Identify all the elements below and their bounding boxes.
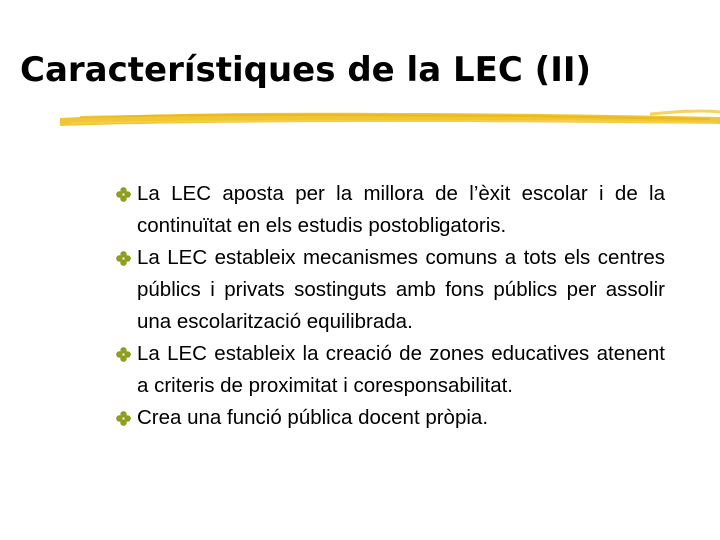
bullet-text: La LEC estableix mecanismes comuns a tots els centres públics i privats sostinguts amb fons públics per assolir una escolarització equilibrada.: [137, 246, 665, 333]
bullet-item: [115, 338, 665, 402]
four-petal-diamond-icon: [115, 187, 132, 202]
bullet-item: [115, 178, 665, 242]
bullet-text: Crea una funció pública docent pròpia.: [137, 406, 489, 429]
bullet-text: La LEC aposta per la millora de l’èxit escolar i de la continuïtat en els estudis postobligatoris.: [137, 182, 665, 237]
slide-title: Característiques de la LEC (II): [20, 50, 592, 90]
four-petal-diamond-icon: [115, 347, 132, 362]
four-petal-diamond-icon: [115, 411, 132, 426]
four-petal-diamond-icon: [115, 251, 132, 266]
bullet-item: [115, 402, 665, 434]
title-underline-brushstroke: [60, 104, 720, 134]
bullet-item: [115, 242, 665, 338]
bullet-text: La LEC estableix la creació de zones educatives atenent a criteris de proximitat i coresponsabilitat.: [137, 342, 665, 397]
bullet-list: [115, 178, 665, 434]
